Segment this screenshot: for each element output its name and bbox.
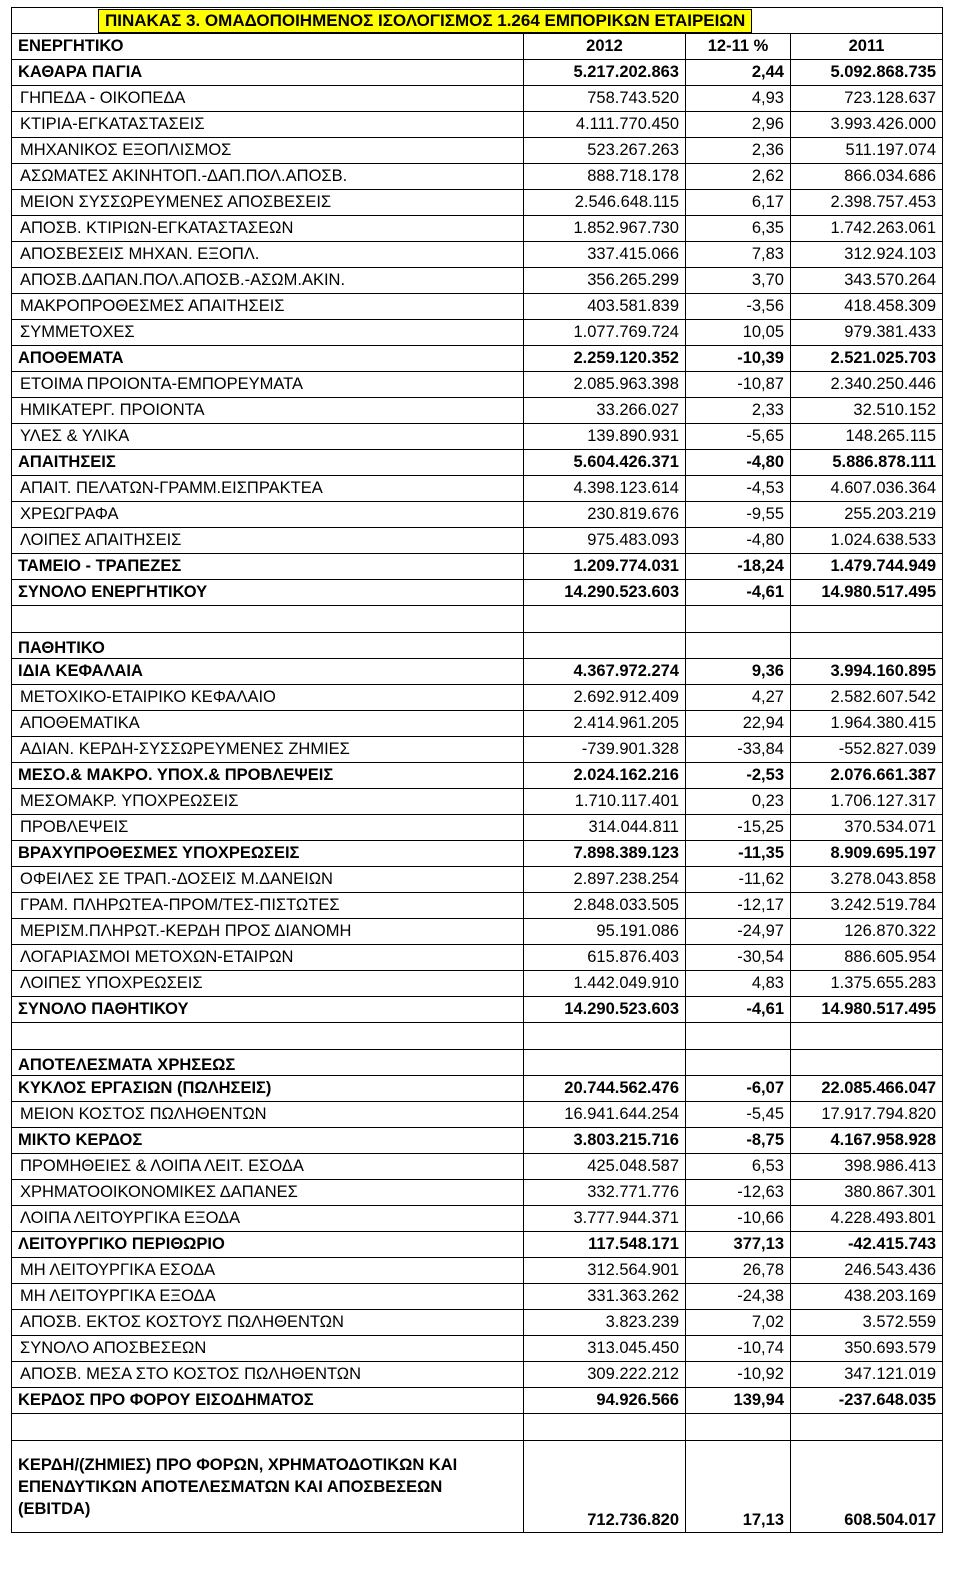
value-change: 139,94	[686, 1388, 791, 1414]
table-row	[12, 789, 943, 815]
value-change: 6,17	[686, 190, 791, 216]
value-change: -4,80	[686, 450, 791, 476]
blank-cell	[524, 606, 686, 633]
value-2012: 2.085.963.398	[524, 372, 686, 398]
value-2012: 16.941.644.254	[524, 1102, 686, 1128]
header-row	[12, 34, 943, 60]
table-row	[12, 1362, 943, 1388]
value-change: -6,07	[686, 1076, 791, 1102]
value-2012: 1.710.117.401	[524, 789, 686, 815]
header-label: ΕΝΕΡΓΗΤΙΚΟ	[12, 34, 524, 60]
value-2011: 4.228.493.801	[791, 1206, 943, 1232]
row-label: ΣΥΝΟΛΟ ΑΠΟΣΒΕΣΕΩΝ	[12, 1336, 524, 1362]
value-2011: 1.479.744.949	[791, 554, 943, 580]
value-2012: 3.803.215.716	[524, 1128, 686, 1154]
row-label: ΠΡΟΒΛΕΨΕΙΣ	[12, 815, 524, 841]
value-2012: 2.024.162.216	[524, 763, 686, 789]
value-2011: 1.375.655.283	[791, 971, 943, 997]
blank-row	[12, 1023, 943, 1050]
table-row	[12, 1180, 943, 1206]
value-2011: 723.128.637	[791, 86, 943, 112]
row-label: ΣΥΜΜΕΤΟΧΕΣ	[12, 320, 524, 346]
row-label: ΜΕΣΟ.& ΜΑΚΡΟ. ΥΠΟΧ.& ΠΡΟΒΛΕΨΕΙΣ	[12, 763, 524, 789]
table-row	[12, 1284, 943, 1310]
row-label: ΑΠΟΣΒΕΣΕΙΣ ΜΗΧΑΝ. ΕΞΟΠΛ.	[12, 242, 524, 268]
value-2012: 337.415.066	[524, 242, 686, 268]
table-row	[12, 711, 943, 737]
value-2011: 1.024.638.533	[791, 528, 943, 554]
value-2012: 2.848.033.505	[524, 893, 686, 919]
table-row	[12, 502, 943, 528]
row-label: ΑΣΩΜΑΤΕΣ ΑΚΙΝΗΤΟΠ.-ΔΑΠ.ΠΟΛ.ΑΠΟΣΒ.	[12, 164, 524, 190]
value-change: 2,96	[686, 112, 791, 138]
table-row	[12, 815, 943, 841]
row-label: ΠΡΟΜΗΘΕΙΕΣ & ΛΟΙΠΑ ΛΕΙΤ. ΕΣΟΔΑ	[12, 1154, 524, 1180]
value-2012: 2.692.912.409	[524, 685, 686, 711]
row-label: ΛΟΙΠΑ ΛΕΙΤΟΥΡΓΙΚΑ ΕΞΟΔΑ	[12, 1206, 524, 1232]
value-2011: 246.543.436	[791, 1258, 943, 1284]
row-label: ΜΙΚΤΟ ΚΕΡΔΟΣ	[12, 1128, 524, 1154]
value-2011: 2.582.607.542	[791, 685, 943, 711]
value-2011: 343.570.264	[791, 268, 943, 294]
value-2011: 1.964.380.415	[791, 711, 943, 737]
table-row	[12, 164, 943, 190]
value-change: 2,36	[686, 138, 791, 164]
table-row	[12, 1336, 943, 1362]
value-2011: 1.706.127.317	[791, 789, 943, 815]
value-2011: 2.076.661.387	[791, 763, 943, 789]
row-label: ΜΕΙΟΝ ΣΥΣΣΩΡΕΥΜΕΝΕΣ ΑΠΟΣΒΕΣΕΙΣ	[12, 190, 524, 216]
value-change: -12,63	[686, 1180, 791, 1206]
value-change: 6,53	[686, 1154, 791, 1180]
value-2011: 3.993.426.000	[791, 112, 943, 138]
row-label: ΚΥΚΛΟΣ ΕΡΓΑΣΙΩΝ (ΠΩΛΗΣΕΙΣ)	[12, 1076, 524, 1102]
value-2012: 94.926.566	[524, 1388, 686, 1414]
table-row	[12, 268, 943, 294]
liabilities-heading-row	[12, 633, 943, 659]
value-2011: 347.121.019	[791, 1362, 943, 1388]
value-2011: 1.742.263.061	[791, 216, 943, 242]
table-row	[12, 763, 943, 789]
value-change: -10,39	[686, 346, 791, 372]
value-2011: -42.415.743	[791, 1232, 943, 1258]
table-row	[12, 945, 943, 971]
liabilities-heading: ΠΑΘΗΤΙΚΟ	[12, 633, 524, 659]
value-change: -15,25	[686, 815, 791, 841]
row-label: ΗΜΙΚΑΤΕΡΓ. ΠΡΟΙΟΝΤΑ	[12, 398, 524, 424]
value-2012: -739.901.328	[524, 737, 686, 763]
value-2012: 309.222.212	[524, 1362, 686, 1388]
value-change: 4,93	[686, 86, 791, 112]
value-change: -4,53	[686, 476, 791, 502]
value-2012: 615.876.403	[524, 945, 686, 971]
value-2012: 888.718.178	[524, 164, 686, 190]
value-2012: 1.852.967.730	[524, 216, 686, 242]
value-2012: 2.259.120.352	[524, 346, 686, 372]
value-2012: 5.604.426.371	[524, 450, 686, 476]
value-2012: 230.819.676	[524, 502, 686, 528]
value-2011: -552.827.039	[791, 737, 943, 763]
value-2012: 14.290.523.603	[524, 997, 686, 1023]
value-2012: 33.266.027	[524, 398, 686, 424]
row-label: ΕΤΟΙΜΑ ΠΡΟΙΟΝΤΑ-ΕΜΠΟΡΕΥΜΑΤΑ	[12, 372, 524, 398]
value-2012: 356.265.299	[524, 268, 686, 294]
row-label: ΧΡΕΩΓΡΑΦΑ	[12, 502, 524, 528]
value-2012: 3.777.944.371	[524, 1206, 686, 1232]
value-change: -5,45	[686, 1102, 791, 1128]
row-label: ΚΤΙΡΙΑ-ΕΓΚΑΤΑΣΤΑΣΕΙΣ	[12, 112, 524, 138]
ebitda-2012: 712.736.820	[524, 1441, 686, 1533]
row-label: ΑΠΑΙΤΗΣΕΙΣ	[12, 450, 524, 476]
value-2011: 418.458.309	[791, 294, 943, 320]
results-heading-row	[12, 1050, 943, 1076]
value-2011: 438.203.169	[791, 1284, 943, 1310]
row-label: ΛΕΙΤΟΥΡΓΙΚΟ ΠΕΡΙΘΩΡΙΟ	[12, 1232, 524, 1258]
value-change: 377,13	[686, 1232, 791, 1258]
table-row	[12, 919, 943, 945]
value-2012: 523.267.263	[524, 138, 686, 164]
row-label: ΓΡΑΜ. ΠΛΗΡΩΤΕΑ-ΠΡΟΜ/ΤΕΣ-ΠΙΣΤΩΤΕΣ	[12, 893, 524, 919]
value-2012: 758.743.520	[524, 86, 686, 112]
row-label: ΙΔΙΑ ΚΕΦΑΛΑΙΑ	[12, 659, 524, 685]
row-label: ΑΠΟΣΒ. ΚΤΙΡΙΩΝ-ΕΓΚΑΤΑΣΤΑΣΕΩΝ	[12, 216, 524, 242]
value-change: -3,56	[686, 294, 791, 320]
results-heading: ΑΠΟΤΕΛΕΣΜΑΤΑ ΧΡΗΣΕΩΣ	[12, 1050, 524, 1076]
value-2011: 4.607.036.364	[791, 476, 943, 502]
header-2012: 2012	[524, 34, 686, 60]
value-change: -4,80	[686, 528, 791, 554]
value-2012: 4.111.770.450	[524, 112, 686, 138]
value-2012: 1.077.769.724	[524, 320, 686, 346]
table-row	[12, 1128, 943, 1154]
title-cell	[12, 8, 943, 34]
row-label: ΑΠΑΙΤ. ΠΕΛΑΤΩΝ-ΓΡΑΜΜ.ΕΙΣΠΡΑΚΤΕΑ	[12, 476, 524, 502]
value-2012: 1.442.049.910	[524, 971, 686, 997]
value-change: 22,94	[686, 711, 791, 737]
table-row	[12, 841, 943, 867]
table-row	[12, 893, 943, 919]
table-row	[12, 476, 943, 502]
value-2011: 148.265.115	[791, 424, 943, 450]
table-row	[12, 86, 943, 112]
row-label: ΜΗ ΛΕΙΤΟΥΡΓΙΚΑ ΕΣΟΔΑ	[12, 1258, 524, 1284]
table-row	[12, 580, 943, 606]
value-2012: 4.398.123.614	[524, 476, 686, 502]
value-2012: 331.363.262	[524, 1284, 686, 1310]
blank-cell	[686, 1050, 791, 1076]
ebitda-change: 17,13	[686, 1441, 791, 1533]
header-change: 12-11 %	[686, 34, 791, 60]
value-change: -2,53	[686, 763, 791, 789]
value-change: 4,83	[686, 971, 791, 997]
value-2012: 314.044.811	[524, 815, 686, 841]
value-2012: 14.290.523.603	[524, 580, 686, 606]
balance-sheet-table	[11, 7, 943, 1533]
row-label: ΜΕΡΙΣΜ.ΠΛΗΡΩΤ.-ΚΕΡΔΗ ΠΡΟΣ ΔΙΑΝΟΜΗ	[12, 919, 524, 945]
value-change: 2,44	[686, 60, 791, 86]
value-2011: 380.867.301	[791, 1180, 943, 1206]
value-2011: 2.521.025.703	[791, 346, 943, 372]
row-label: ΟΦΕΙΛΕΣ ΣΕ ΤΡΑΠ.-ΔΟΣΕΙΣ Μ.ΔΑΝΕΙΩΝ	[12, 867, 524, 893]
blank-cell	[686, 633, 791, 659]
value-2011: 126.870.322	[791, 919, 943, 945]
ebitda-label: ΚΕΡΔΗ/(ΖΗΜΙΕΣ) ΠΡΟ ΦΟΡΩΝ, ΧΡΗΜΑΤΟΔΟΤΙΚΩΝ ΚΑΙ ΕΠΕΝΔΥΤΙΚΩΝ ΑΠΟΤΕΛΕΣΜΑΤΩΝ ΚΑΙ ΑΠΟΣΒΕΣΕΩΝ (EBITDA)	[12, 1441, 524, 1533]
header-2011: 2011	[791, 34, 943, 60]
value-2012: 2.414.961.205	[524, 711, 686, 737]
value-2011: 886.605.954	[791, 945, 943, 971]
row-label: ΣΥΝΟΛΟ ΕΝΕΡΓΗΤΙΚΟΥ	[12, 580, 524, 606]
value-change: -8,75	[686, 1128, 791, 1154]
table-row	[12, 190, 943, 216]
table-row	[12, 1102, 943, 1128]
table-row	[12, 1154, 943, 1180]
blank-cell	[12, 1414, 524, 1441]
value-2011: 511.197.074	[791, 138, 943, 164]
blank-cell	[791, 606, 943, 633]
value-2012: 403.581.839	[524, 294, 686, 320]
value-2011: 370.534.071	[791, 815, 943, 841]
value-change: 10,05	[686, 320, 791, 346]
value-2011: -237.648.035	[791, 1388, 943, 1414]
value-2012: 313.045.450	[524, 1336, 686, 1362]
value-2011: 3.994.160.895	[791, 659, 943, 685]
row-label: ΛΟΓΑΡΙΑΣΜΟΙ ΜΕΤΟΧΩΝ-ΕΤΑΙΡΩΝ	[12, 945, 524, 971]
value-change: -12,17	[686, 893, 791, 919]
table-row	[12, 424, 943, 450]
value-change: -11,62	[686, 867, 791, 893]
value-2012: 312.564.901	[524, 1258, 686, 1284]
value-change: -11,35	[686, 841, 791, 867]
value-2012: 4.367.972.274	[524, 659, 686, 685]
value-2011: 3.572.559	[791, 1310, 943, 1336]
value-2012: 139.890.931	[524, 424, 686, 450]
row-label: ΑΠΟΣΒ. ΜΕΣΑ ΣΤΟ ΚΟΣΤΟΣ ΠΩΛΗΘΕΝΤΩΝ	[12, 1362, 524, 1388]
value-2011: 14.980.517.495	[791, 997, 943, 1023]
value-2012: 117.548.171	[524, 1232, 686, 1258]
row-label: ΚΑΘΑΡΑ ΠΑΓΙΑ	[12, 60, 524, 86]
value-2012: 3.823.239	[524, 1310, 686, 1336]
table-row	[12, 346, 943, 372]
row-label: ΜΗ ΛΕΙΤΟΥΡΓΙΚΑ ΕΞΟΔΑ	[12, 1284, 524, 1310]
table-row	[12, 1206, 943, 1232]
value-change: -5,65	[686, 424, 791, 450]
value-2012: 7.898.389.123	[524, 841, 686, 867]
value-2012: 332.771.776	[524, 1180, 686, 1206]
blank-cell	[791, 633, 943, 659]
value-change: -30,54	[686, 945, 791, 971]
value-2012: 2.546.648.115	[524, 190, 686, 216]
blank-cell	[686, 606, 791, 633]
row-label: ΑΠΟΘΕΜΑΤΙΚΑ	[12, 711, 524, 737]
value-change: 9,36	[686, 659, 791, 685]
table-row	[12, 242, 943, 268]
value-change: 7,02	[686, 1310, 791, 1336]
value-change: -33,84	[686, 737, 791, 763]
blank-cell	[524, 1414, 686, 1441]
value-2012: 95.191.086	[524, 919, 686, 945]
row-label: ΛΟΙΠΕΣ ΑΠΑΙΤΗΣΕΙΣ	[12, 528, 524, 554]
value-2012: 5.217.202.863	[524, 60, 686, 86]
table-row	[12, 138, 943, 164]
value-change: -18,24	[686, 554, 791, 580]
row-label: ΜΕΙΟΝ ΚΟΣΤΟΣ ΠΩΛΗΘΕΝΤΩΝ	[12, 1102, 524, 1128]
value-change: -4,61	[686, 580, 791, 606]
ebitda-row	[12, 1441, 943, 1533]
title-row	[12, 8, 943, 34]
value-2011: 17.917.794.820	[791, 1102, 943, 1128]
blank-cell	[686, 1023, 791, 1050]
value-2011: 350.693.579	[791, 1336, 943, 1362]
blank-cell	[791, 1050, 943, 1076]
blank-cell	[524, 633, 686, 659]
value-change: -24,38	[686, 1284, 791, 1310]
row-label: ΑΠΟΣΒ.ΔΑΠΑΝ.ΠΟΛ.ΑΠΟΣΒ.-ΑΣΩΜ.ΑΚΙΝ.	[12, 268, 524, 294]
row-label: ΑΠΟΣΒ. ΕΚΤΟΣ ΚΟΣΤΟΥΣ ΠΩΛΗΘΕΝΤΩΝ	[12, 1310, 524, 1336]
value-change: 3,70	[686, 268, 791, 294]
row-label: ΒΡΑΧΥΠΡΟΘΕΣΜΕΣ ΥΠΟΧΡΕΩΣΕΙΣ	[12, 841, 524, 867]
table-row	[12, 659, 943, 685]
row-label: ΥΛΕΣ & ΥΛΙΚΑ	[12, 424, 524, 450]
value-2012: 20.744.562.476	[524, 1076, 686, 1102]
table-row	[12, 1258, 943, 1284]
row-label: ΛΟΙΠΕΣ ΥΠΟΧΡΕΩΣΕΙΣ	[12, 971, 524, 997]
value-2011: 255.203.219	[791, 502, 943, 528]
row-label: ΜΕΤΟΧΙΚΟ-ΕΤΑΙΡΙΚΟ ΚΕΦΑΛΑΙΟ	[12, 685, 524, 711]
blank-cell	[12, 606, 524, 633]
value-change: -10,66	[686, 1206, 791, 1232]
row-label: ΜΗΧΑΝΙΚΟΣ ΕΞΟΠΛΙΣΜΟΣ	[12, 138, 524, 164]
table-row	[12, 528, 943, 554]
row-label: ΓΗΠΕΔΑ - ΟΙΚΟΠΕΔΑ	[12, 86, 524, 112]
table-row	[12, 1232, 943, 1258]
blank-cell	[791, 1414, 943, 1441]
value-2011: 8.909.695.197	[791, 841, 943, 867]
row-label: ΜΑΚΡΟΠΡΟΘΕΣΜΕΣ ΑΠΑΙΤΗΣΕΙΣ	[12, 294, 524, 320]
row-label: ΑΠΟΘΕΜΑΤΑ	[12, 346, 524, 372]
value-change: -9,55	[686, 502, 791, 528]
row-label: ΑΔΙΑΝ. ΚΕΡΔΗ-ΣΥΣΣΩΡΕΥΜΕΝΕΣ ΖΗΜΙΕΣ	[12, 737, 524, 763]
table-row	[12, 1310, 943, 1336]
value-change: 0,23	[686, 789, 791, 815]
blank-cell	[12, 1023, 524, 1050]
value-change: 2,33	[686, 398, 791, 424]
blank-cell	[791, 1023, 943, 1050]
table-row	[12, 685, 943, 711]
ebitda-2011: 608.504.017	[791, 1441, 943, 1533]
blank-cell	[524, 1023, 686, 1050]
value-change: 4,27	[686, 685, 791, 711]
value-2011: 866.034.686	[791, 164, 943, 190]
table-row	[12, 216, 943, 242]
value-change: 6,35	[686, 216, 791, 242]
balance-sheet-body	[12, 8, 943, 1533]
value-2011: 2.398.757.453	[791, 190, 943, 216]
table-row	[12, 971, 943, 997]
value-change: -4,61	[686, 997, 791, 1023]
value-2012: 425.048.587	[524, 1154, 686, 1180]
table-row	[12, 294, 943, 320]
value-change: 2,62	[686, 164, 791, 190]
value-2011: 32.510.152	[791, 398, 943, 424]
table-row	[12, 997, 943, 1023]
table-row	[12, 450, 943, 476]
blank-row	[12, 606, 943, 633]
table-row	[12, 372, 943, 398]
table-row	[12, 1388, 943, 1414]
value-2011: 3.242.519.784	[791, 893, 943, 919]
value-change: -10,87	[686, 372, 791, 398]
value-change: -10,74	[686, 1336, 791, 1362]
table-row	[12, 398, 943, 424]
value-2011: 2.340.250.446	[791, 372, 943, 398]
value-2011: 22.085.466.047	[791, 1076, 943, 1102]
table-row	[12, 1076, 943, 1102]
row-label: ΣΥΝΟΛΟ ΠΑΘΗΤΙΚΟΥ	[12, 997, 524, 1023]
table-row	[12, 737, 943, 763]
blank-cell	[524, 1050, 686, 1076]
value-2011: 4.167.958.928	[791, 1128, 943, 1154]
value-change: 26,78	[686, 1258, 791, 1284]
row-label: ΚΕΡΔΟΣ ΠΡΟ ΦΟΡΟΥ ΕΙΣΟΔΗΜΑΤΟΣ	[12, 1388, 524, 1414]
value-2011: 312.924.103	[791, 242, 943, 268]
table-title: ΠΙΝΑΚΑΣ 3. ΟΜΑΔΟΠΟΙΗΜΕΝΟΣ ΙΣΟΛΟΓΙΣΜΟΣ 1.264 ΕΜΠΟΡΙΚΩΝ ΕΤΑΙΡΕΙΩΝ	[98, 9, 752, 33]
value-2011: 5.092.868.735	[791, 60, 943, 86]
value-2011: 3.278.043.858	[791, 867, 943, 893]
table-row	[12, 554, 943, 580]
value-2011: 5.886.878.111	[791, 450, 943, 476]
blank-row	[12, 1414, 943, 1441]
row-label: ΜΕΣΟΜΑΚΡ. ΥΠΟΧΡΕΩΣΕΙΣ	[12, 789, 524, 815]
value-2012: 1.209.774.031	[524, 554, 686, 580]
table-row	[12, 112, 943, 138]
table-row	[12, 60, 943, 86]
table-row	[12, 320, 943, 346]
value-change: -10,92	[686, 1362, 791, 1388]
value-2011: 14.980.517.495	[791, 580, 943, 606]
blank-cell	[686, 1414, 791, 1441]
value-change: 7,83	[686, 242, 791, 268]
value-2012: 975.483.093	[524, 528, 686, 554]
row-label: ΤΑΜΕΙΟ - ΤΡΑΠΕΖΕΣ	[12, 554, 524, 580]
value-change: -24,97	[686, 919, 791, 945]
value-2011: 398.986.413	[791, 1154, 943, 1180]
row-label: ΧΡΗΜΑΤΟΟΙΚΟΝΟΜΙΚΕΣ ΔΑΠΑΝΕΣ	[12, 1180, 524, 1206]
value-2012: 2.897.238.254	[524, 867, 686, 893]
value-2011: 979.381.433	[791, 320, 943, 346]
table-row	[12, 867, 943, 893]
